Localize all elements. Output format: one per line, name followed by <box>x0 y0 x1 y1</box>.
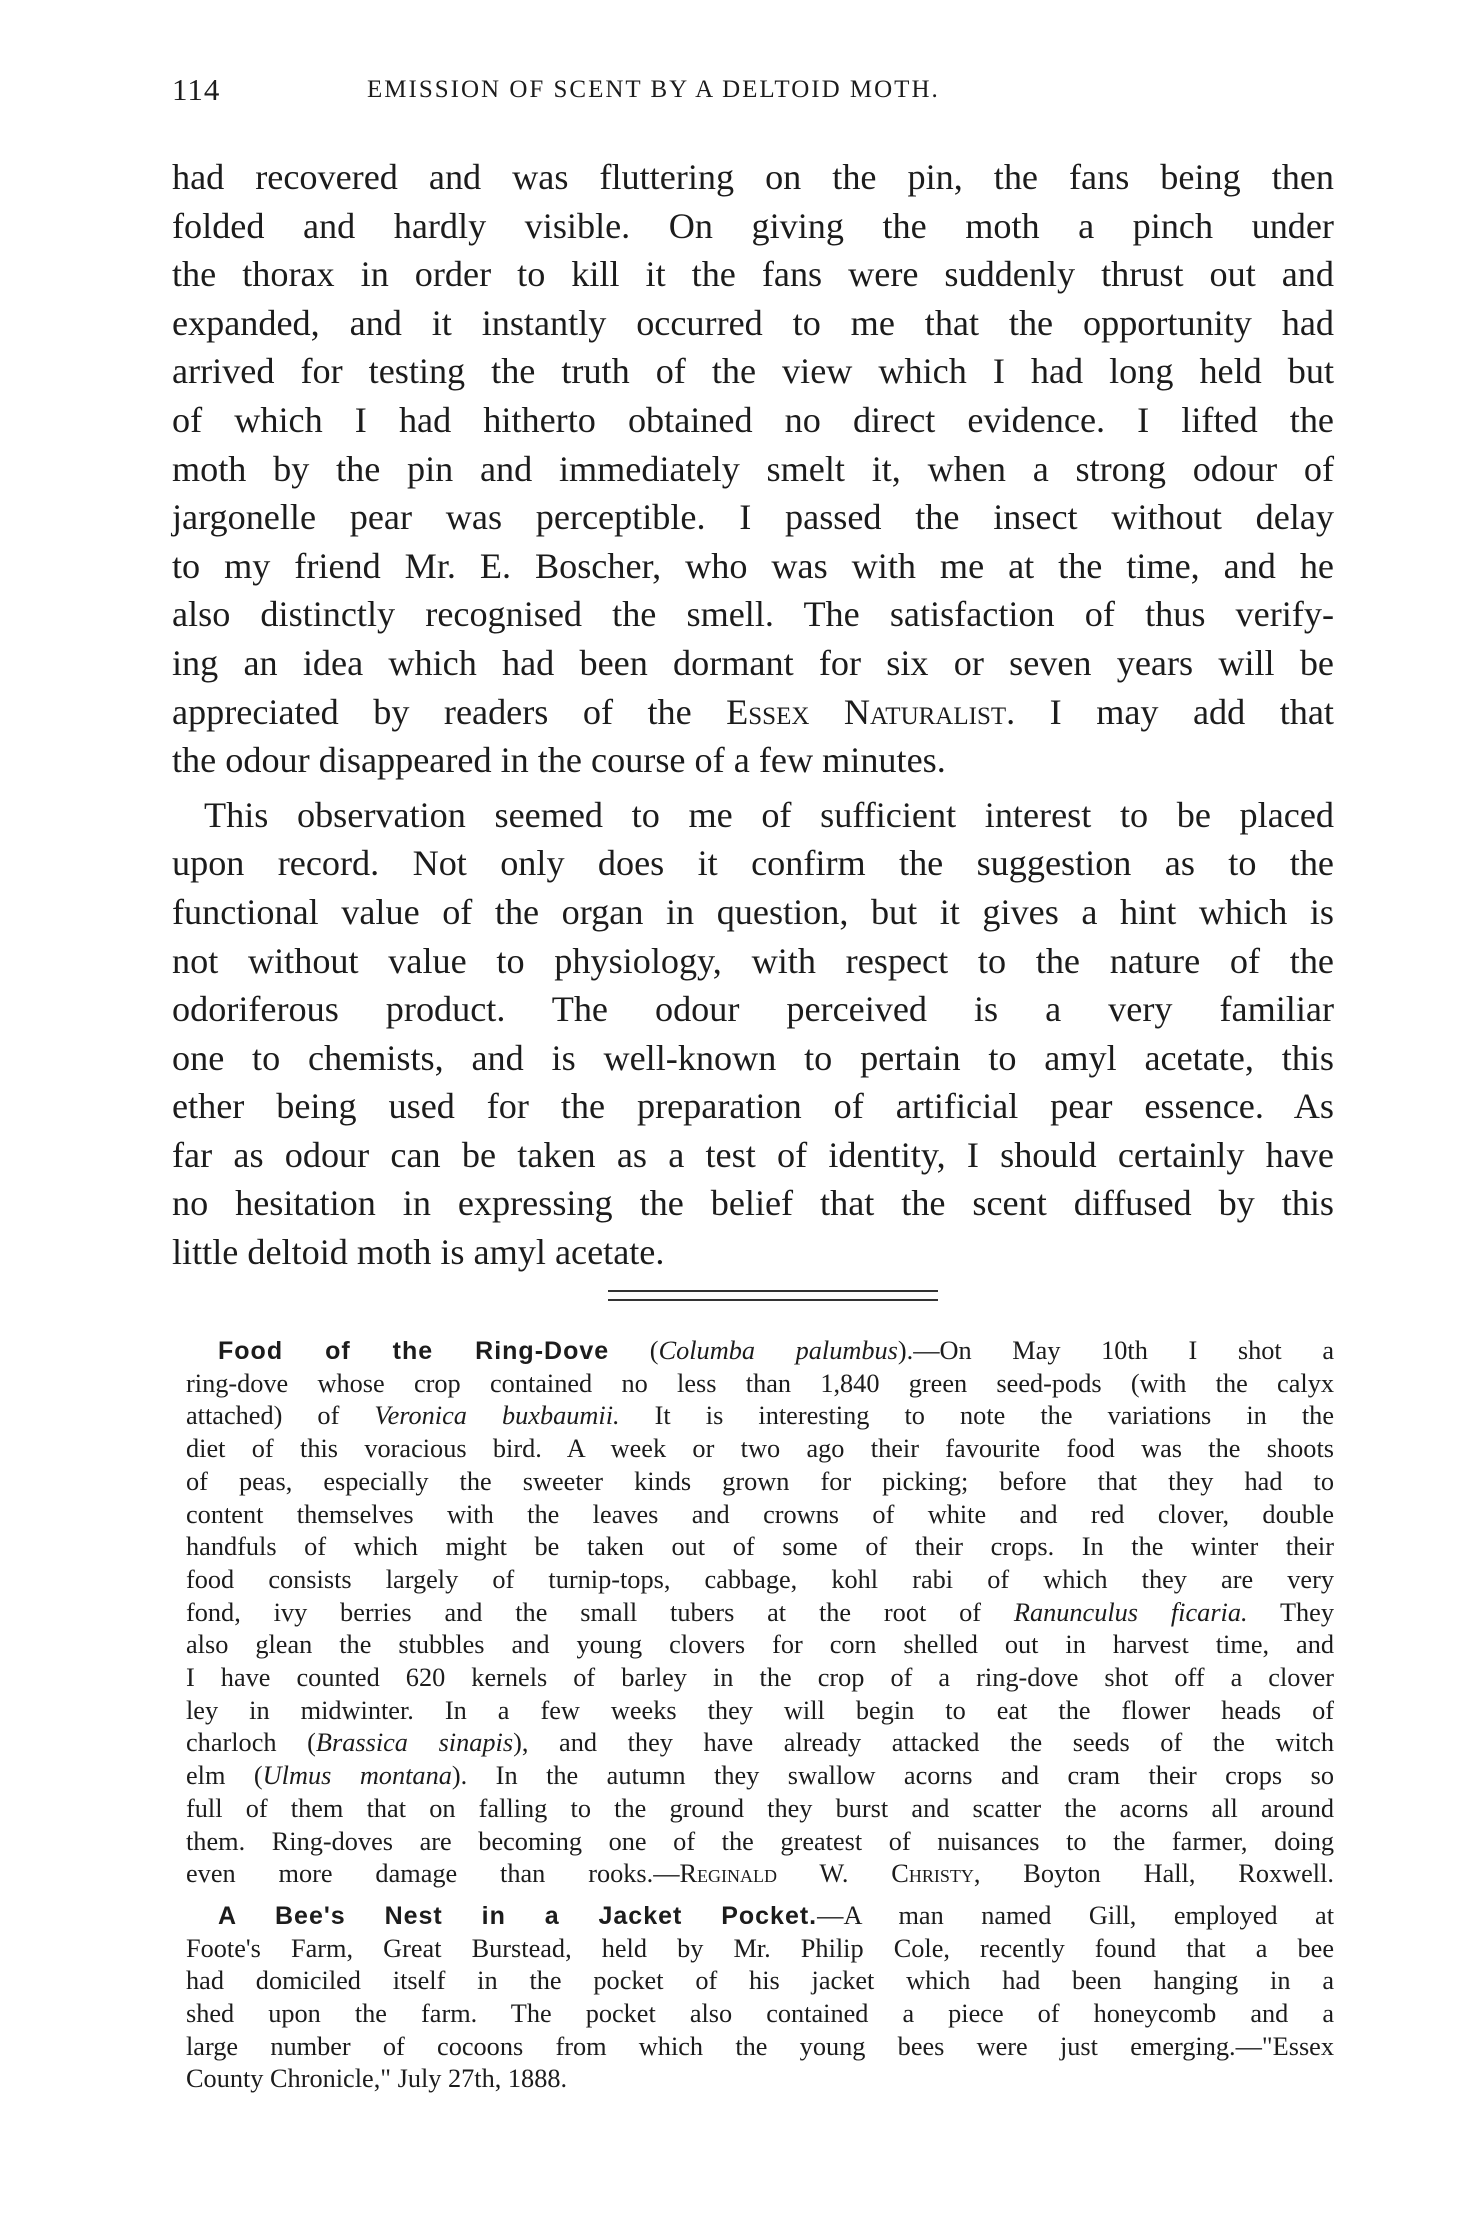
page-number: 114 <box>172 72 221 107</box>
running-head <box>172 72 1334 112</box>
paragraph-2 <box>172 791 1334 1277</box>
text-line: moth by the pin and immediately smelt it, when a strong odour of <box>172 448 1334 489</box>
text-line <box>186 1335 1334 1368</box>
text-line: no hesitation in expressing the belief that the scent diffused by this <box>172 1183 1334 1224</box>
text-fragment: —A man named Gill, employed at <box>817 1900 1334 1930</box>
text-line: County Chronicle," July 27th, 1888. <box>186 2064 568 2094</box>
species-name: Veronica buxbaumii. <box>374 1401 620 1431</box>
text-fragment: attached) of <box>186 1401 340 1431</box>
text-line: also distinctly recognised the smell. The satisfaction of thus verify- <box>172 594 1334 635</box>
section-divider <box>608 1290 938 1301</box>
text-line: them. Ring-doves are becoming one of the greatest of nuisances to the farmer, doing <box>186 1826 1334 1856</box>
journal-name: Essex Naturalist. <box>726 691 1016 732</box>
text-line: ley in midwinter. In a few weeks they will begin to eat the flower heads of <box>186 1695 1334 1725</box>
species-name: Ranunculus ficaria. <box>1013 1597 1248 1627</box>
note-ring-dove <box>186 1335 1334 1891</box>
species-name: Columba palumbus <box>658 1336 898 1365</box>
note-bees-nest <box>186 1900 1334 2096</box>
text-line: content themselves with the leaves and crowns of white and red clover, double <box>186 1499 1334 1529</box>
text-fragment: Boyton Hall, Roxwell. <box>1023 1859 1334 1889</box>
text-line: I have counted 620 kernels of barley in the crop of a ring-dove shot off a clover <box>186 1663 1334 1693</box>
text-line: ring-dove whose crop contained no less than 1,840 green seed-pods (with the calyx <box>186 1368 1334 1398</box>
text-line: diet of this voracious bird. A week or two ago their favourite food was the shoots <box>186 1434 1334 1464</box>
text-line: folded and hardly visible. On giving the moth a pinch under <box>172 205 1334 246</box>
text-line: food consists largely of turnip-tops, cabbage, kohl rabi of which they are very <box>186 1564 1334 1594</box>
text-fragment: even more damage than rooks.— <box>186 1859 680 1889</box>
text-line: arrived for testing the truth of the view which I had long held but <box>172 351 1334 392</box>
text-fragment: ).—On May 10th I shot a <box>897 1336 1334 1365</box>
text-line <box>186 1727 1334 1760</box>
text-line: had recovered and was fluttering on the pin, the fans being then <box>172 157 1334 197</box>
text-line: one to chemists, and is well-known to pertain to amyl acetate, this <box>172 1037 1334 1078</box>
text-line: the thorax in order to kill it the fans were suddenly thrust out and <box>172 254 1334 295</box>
notes-section <box>186 1335 1334 2096</box>
text-line: This observation seemed to me of sufficient interest to be placed <box>204 794 1334 835</box>
text-fragment: charloch ( <box>186 1728 316 1758</box>
note-title: Food of the Ring-Dove <box>218 1337 610 1365</box>
text-line: odoriferous product. The odour perceived is a very familiar <box>172 989 1334 1030</box>
paragraph-1 <box>172 153 1334 785</box>
article-body <box>172 153 1334 1277</box>
text-line <box>172 688 1334 737</box>
note-title: A Bee's Nest in a Jacket Pocket. <box>218 1901 818 1930</box>
text-line: the odour disappeared in the course of a few minutes. <box>172 740 946 781</box>
text-line: full of them that on falling to the ground they burst and scatter the acorns all around <box>186 1793 1334 1823</box>
text-fragment: I may add that <box>1049 691 1334 732</box>
text-fragment: It is interesting to note the variations in the <box>654 1401 1334 1431</box>
text-line: of which I had hitherto obtained no direct evidence. I lifted the <box>172 399 1334 440</box>
text-fragment: fond, ivy berries and the small tubers at the root of <box>186 1597 982 1627</box>
text-line <box>186 1760 1334 1793</box>
text-line <box>186 1597 1334 1630</box>
text-line: expanded, and it instantly occurred to me that the opportunity had <box>172 302 1334 343</box>
text-line: large number of cocoons from which the young bees were just emerging.—"Essex <box>186 2031 1334 2061</box>
species-name: Brassica sinapis <box>315 1728 514 1758</box>
text-line: jargonelle pear was perceptible. I passed the insect without delay <box>172 497 1334 538</box>
text-line: ing an idea which had been dormant for six or seven years will be <box>172 642 1334 683</box>
text-line: upon record. Not only does it confirm the suggestion as to the <box>172 843 1334 884</box>
text-line: not without value to physiology, with respect to the nature of the <box>172 940 1334 981</box>
text-line: of peas, especially the sweeter kinds grown for picking; before that they had to <box>186 1466 1334 1496</box>
text-fragment: ), and they have already attacked the seeds of the witch <box>513 1728 1334 1758</box>
text-line: little deltoid moth is amyl acetate. <box>172 1232 665 1273</box>
text-line: Foote's Farm, Great Burstead, held by Mr. Philip Cole, recently found that a bee <box>186 1933 1334 1963</box>
text-line: shed upon the farm. The pocket also contained a piece of honeycomb and a <box>186 1999 1334 2029</box>
text-line: functional value of the organ in question, but it gives a hint which is <box>172 891 1334 932</box>
text-line: handfuls of which might be taken out of some of their crops. In the winter their <box>186 1532 1334 1562</box>
text-line: far as odour can be taken as a test of identity, I should certainly have <box>172 1134 1334 1175</box>
text-line: had domiciled itself in the pocket of his jacket which had been hanging in a <box>186 1966 1334 1996</box>
text-fragment: They <box>1279 1597 1334 1627</box>
text-fragment: ( <box>649 1336 659 1365</box>
text-fragment: ). In the autumn they swallow acorns and cram their crops so <box>451 1761 1334 1791</box>
text-line: also glean the stubbles and young clovers for corn shelled out in harvest time, and <box>186 1630 1334 1660</box>
text-line: ether being used for the preparation of artificial pear essence. As <box>172 1086 1334 1127</box>
text-fragment: elm ( <box>186 1761 263 1791</box>
text-line <box>186 1400 1334 1433</box>
text-line <box>186 1900 1334 1933</box>
text-line: to my friend Mr. E. Boscher, who was with me at the time, and he <box>172 545 1334 586</box>
text-fragment: appreciated by readers of the <box>172 691 692 732</box>
running-title: EMISSION OF SCENT BY A DELTOID MOTH. <box>367 76 940 103</box>
author-name: Reginald W. Christy, <box>679 1859 981 1889</box>
species-name: Ulmus montana <box>262 1761 452 1791</box>
text-line <box>186 1858 1334 1891</box>
